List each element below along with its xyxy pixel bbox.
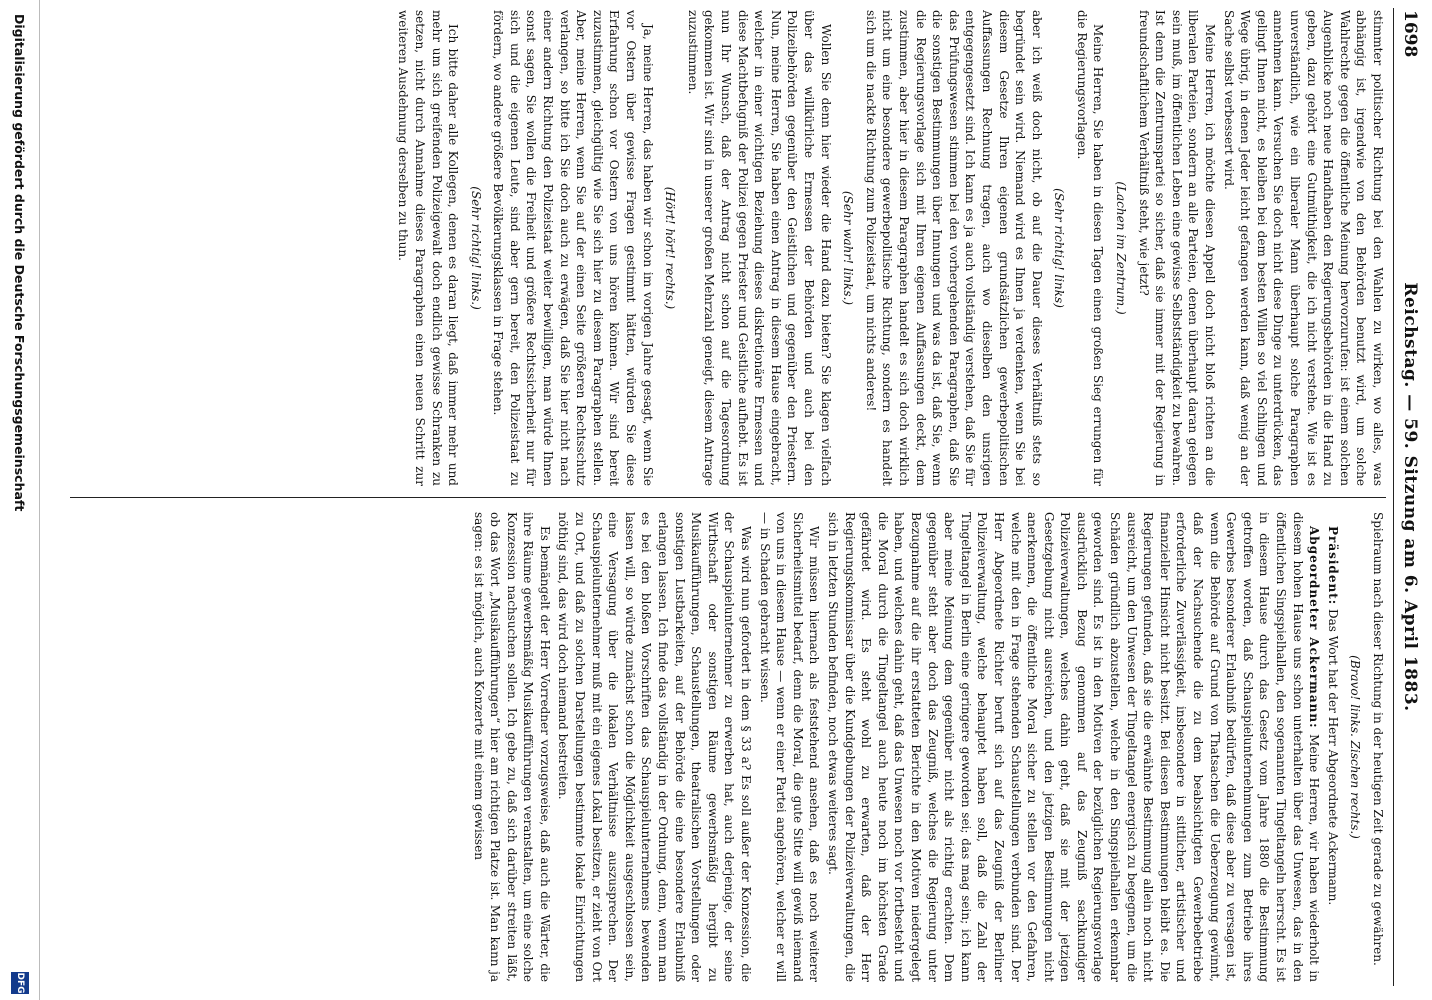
speaker-paragraph <box>824 512 1322 982</box>
paragraph: aber ich weiß doch nicht, ob auf die Dauer dieses Verhältniß stets so begründet sein wird. Niemand wird es Ihnen ja verdenken, wenn Sie bei diesem Gesetze Ihren eigenen grundsätzlichen gewerbepolitischen Auffassungen Rechnung tragen, auch wo dieselben den unsrigen entgegengesetzt sind. Ich kann es ja auch vollständig verstehen, daß Sie für das Prüfungswesen stimmen bei den vorhergehenden Paragraphen, daß Sie die sonstigen Bestimmungen über Innungen und was da ist, daß Sie, wenn die Regierungsvorlage sich mit Ihren eigenen Auffassungen deckt, dem zustimmen, aber hier in diesem Paragraphen handelt es sich doch wirklich nicht um eine besondere gewerbepolitische Richtung, sondern es handelt sich um die nackte Richtung zum Polizeistaat, um nichts anderes! <box>863 10 1044 486</box>
speaker-paragraph <box>1324 512 1341 982</box>
dfg-logo-icon: DFG <box>11 972 29 994</box>
paragraph: Ja, meine Herren, das haben wir schon im vorigen Jahre gesagt, wenn Sie vor Ostern über gewisse Fragen gestimmt hätten, würden Sie diese Erfahrung schon vor Ostern von uns hören können. Wir sind bereit zuzustimmen, gleichgültig wie Sie sich hier zu diesem Paragraphen stellen. Aber, meine Herren, wenn Sie auf der einen Seite größeren Rechtsschutz verlangen, so bitte ich Sie doch auch zu erwägen, daß Sie hier nicht nach einer andern Richtung den Polizeistaat weiter bewilligen, man würde Ihnen sonst sagen, Sie wollen die Freiheit und größere Rechtssicherheit nur für sich und die eigenen Leute, sind aber gern bereit, den Polizeistaat zu fördern, wo andere größere Bevölkerungsklassen in Frage stehen. <box>491 10 655 486</box>
interjection: (Lachen im Zentrum.) <box>1114 181 1129 315</box>
speech-text: Meine Herren, wir haben wiederholt in diesem hohen Hause uns schon unterhalten über das Unwesen, das in den öffentlichen Singspielhallen, den sogenannten Tingeltangeln herrscht. Es ist in diesem Hause durch das Gesetz vom Jahre 1880 die Bestimmung getroffen worden, daß Schauspielunternehmungen zum Betriebe ihres Gewerbes besonderer Erlaubniß bedürfen, daß diese aber zu versagen ist, wenn die Behörde auf Grund von Thatsachen die Ueberzeugung gewinnt, daß der Nachsuchende die zu dem beabsichtigten Gewerbebetriebe erforderliche Zuverlässigkeit, insbesondere in sittlicher, artistischer und finanzieller Hinsicht nicht besitzt. Bei diesen Bestimmungen bleibt es. Die Regierungen gefunden, daß sie die erwähnte Bestimmung allein noch nicht ausreicht, um den Unwesen der Tingeltangel energisch zu begegnen, um die Schäden gründlich abzustellen, welche in den Singspielhallen erkennbar geworden sind. Es ist in den Motiven der bezüglichen Regierungsvorlage ausdrücklich Bezug genommen auf das Zeugniß sachkundiger Polizeiverwaltungen, welches dahin geht, daß sie mit der jetzigen Gesetzgebung nicht ausreichen, und den jetzigen Bestimmungen nicht anerkennen, die öffentliche Moral sicher zu stellen vor den Gefahren, welche mit den in Frage stehenden Schaustellungen verbunden sind. Der Herr Abgeordnete Richter beruft sich auf das Zeugniß der Berliner Polizeiverwaltung, welche behauptet haben soll, daß die Zahl der Tingeltangel in Berlin eine geringere geworden sei; das mag sein; ich kann aber meine Meinung dem gegenüber nicht als richtig erachten. Dem gegenüber steht aber doch das Zeugniß, welches die Regierung unter Bezugnahme auf die ihr erstatteten Berichte in den Motiven niedergelegt haben, und welches dahin geht, daß das Unwesen noch vor fortbesteht und die Moral durch die Tingeltangel auch heute noch im höchsten Grade gefährdet wird. Es steht wohl zu erwarten, daß der Herr Regierungskommissar über die Kundgebungen der Polizeiverwaltungen, die sich in letzten Stunden befinden, noch etwas weiteres sagt. <box>826 512 1322 982</box>
paragraph: Wir müssen hiernach als feststehend ansehen, daß es noch weiterer Sicherheitsmittel bedarf, denn die Moral, die gute Sitte will gewiß niemand von uns in diesem Hause — wenn er einer Partei angehören, welcher er will — in Schaden gebracht wissen. <box>757 512 822 982</box>
digitization-credit-bar <box>0 0 40 1000</box>
speaker-name: Präsident: <box>1325 526 1340 606</box>
paragraph: Meine Herren, Sie haben in diesen Tagen einen großen Sieg errungen für die Regierungsvorlagen. <box>1074 10 1106 486</box>
paragraph: Ich bitte daher alle Kollegen, denen es daran liegt, daß immer mehr und mehr um sich greifenden Polizeigewalt doch endlich gewisse Schranken zu setzen, nicht durch Annahme dieses Paragraphen einen neuen Schritt zur weiteren Ausdehnung derselben zu thun. <box>396 10 461 486</box>
paragraph: Was wird nun gefordert in dem § 33 a? Es soll außer der Konzession, die der Schauspielunternehmer zu erwerben hat, auch derjenige, der seine Wirthschaft oder sonstigen Räume gewerbsmäßig hergibt zu Musikaufführungen, Schaustellungen, theatralischen Vorstellungen oder sonstigen Lustbarkeiten, auf der Behörde die eine besondere Erlaubniß erlangen lassen. Ich finde das vollständig in der Ordnung, denn, wenn man es bei den bloßen Vorschriften das Schauspielunternehmens bewenden lassen will, so würde zunächst schon die Möglichkeit ausgeschlossen sein, eine Versagung über die lokalen Verhältnisse auszusprechen. Der Schauspielunternehmer muß mit ein eigenes Lokal besitzen, er zieht von Ort zu Ort, und daß zu solchen Darstellungen bestimmte lokale Einrichtungen nöthig sind, das wird doch niemand bestreiten. <box>556 512 754 982</box>
left-column <box>70 10 1386 486</box>
paragraph: Es bemängelt der Herr Vorredner vorzugsweise, daß auch die Wärter, die ihre Räume gewerbsmäßig Musikaufführungen veranstalten, um eine solche Konzession nachsuchen sollen. Ich gebe zu, daß sich darüber streiten läßt, ob das Wort „Musikaufführungen“ hier am richtigen Platze ist. Man kann ja sagen: es ist möglich, auch Konzerte mit einem gewissen <box>471 512 552 982</box>
paragraph: stimmter politischer Richtung bei den Wahlen zu wirken, wo alles, was abhängig ist, irgendwie von den Behörden benutzt wird, um solche Wahlrechte gegen die öffentliche Meinung hervorzurufen: ist einem solchen Augenblicke noch neue Handhaben den Regierungsbehörden in die Hand zu geben, dazu gehört eine Gutmüthigkeit, die ich nicht verstehe. Wie ist es unverständlich, wie ein liberaler Mann überhaupt solche Paragraphen annehmen kann. Versuchen Sie doch nicht diese Dinge zu unterdrücken, das gelingt Ihnen nicht, es bleiben bei dem besten Willen so viel Schlingen und Wege übrig, in denen Jeder leicht gefangen werden kann, daß wenig an der Sache selbst verbessert wird. <box>1221 10 1385 486</box>
paragraph: Spielraum nach dieser Richtung in der heutigen Zeit gerade zu gewähren. <box>1371 512 1385 966</box>
right-column <box>70 512 1386 982</box>
interjection: (Bravo! links. Zischen rechts.) <box>1348 655 1363 839</box>
interjection: (Sehr richtig! links) <box>1052 188 1067 308</box>
interjection: (Sehr richtig! links.) <box>468 186 483 310</box>
paragraph: Wollen Sie denn hier wieder die Hand dazu bieten? Sie klagen vielfach über das willkürliche Ermessen der Behörden und auch bei den Polizeibehörden gegenüber den Geistlichen und gegenüber den Priestern. Nun, meine Herren, Sie haben einen Antrag in diesem Hause eingebracht, welcher in einer wichtigen Beziehung dieses diskretionäre Ermessen und diese Machtbefugniß der Polizei gegen Priester und Geistliche aufhebt. Es ist nun Ihr Wunsch, daß der Antrag nicht schon auf die Tagesordnung gekommen ist. Wir sind in unserer großen Mehrzahl geneigt, diesem Antrage zuzustimmen. <box>685 10 833 486</box>
column-divider <box>70 497 1386 498</box>
page-title: Reichstag. — 59. Sitzung am 6. April 1883. <box>1400 282 1420 712</box>
credit-text: Digitalisierung gefördert durch die Deutsche Forschungsgemeinschaft <box>12 14 27 512</box>
page-number: 1698 <box>1400 10 1420 58</box>
paragraph: Meine Herren, ich möchte diesen Appell doch nicht bloß richten an die liberalen Parteien, sondern an alle Parteien, denen überhaupt daran gelegen sein muß, im öffentlichen Leben eine gewisse Selbstständigkeit zu bewahren. Ist denn die Zentrumspartei so sicher, daß sie immer mit der Regierung in freundschaftlichem Verhältniß steht, wie jetzt? <box>1136 10 1218 486</box>
interjection: (Sehr wahr! links.) <box>841 190 856 306</box>
interjection: (Hört! hört! rechts.) <box>663 186 678 310</box>
speaker-name: Abgeordneter Ackermann: <box>1307 526 1322 729</box>
speech-text: Das Wort hat der Herr Abgeordnete Ackermann. <box>1325 605 1340 906</box>
page-header <box>1393 8 1424 986</box>
